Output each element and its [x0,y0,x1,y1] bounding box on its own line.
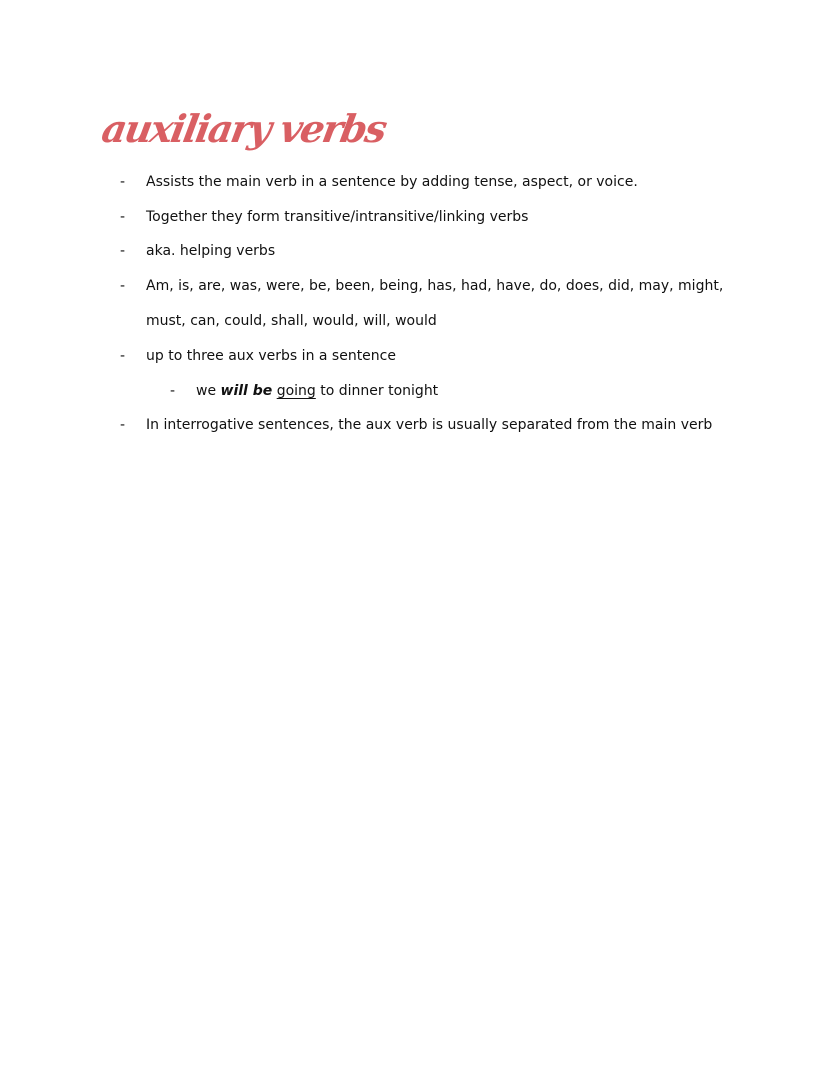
example-main-verb: going [276,383,316,399]
note-text: aka. helping verbs [146,243,276,259]
list-item [120,416,712,434]
example-after: to dinner tonight [315,383,439,399]
sub-list-item-example [170,382,438,400]
list-item [120,277,723,295]
bullet-dash: - [120,417,126,433]
bullet-dash: - [170,383,176,399]
list-item [120,347,396,365]
list-item [120,208,528,226]
note-text: In interrogative sentences, the aux verb is usually separated from the main verb [146,417,713,433]
example-before: we [196,383,221,399]
bullet-dash: - [120,348,126,364]
note-text: Am, is, are, was, were, be, been, being, has, had, have, do, does, did, may, might, [146,278,724,294]
note-text: Assists the main verb in a sentence by adding tense, aspect, or voice. [146,174,638,190]
list-item-continuation: must, can, could, shall, would, will, would [146,313,437,329]
bullet-dash: - [120,278,126,294]
list-item [120,173,638,191]
page-title: auxiliary verbs [98,106,389,151]
bullet-dash: - [120,174,126,190]
bullet-dash: - [120,243,126,259]
note-text: up to three aux verbs in a sentence [146,348,396,364]
note-text: Together they form transitive/intransitive/linking verbs [146,209,529,225]
bullet-dash: - [120,209,126,225]
list-item [120,242,275,260]
example-aux-verbs: will be [220,383,273,399]
